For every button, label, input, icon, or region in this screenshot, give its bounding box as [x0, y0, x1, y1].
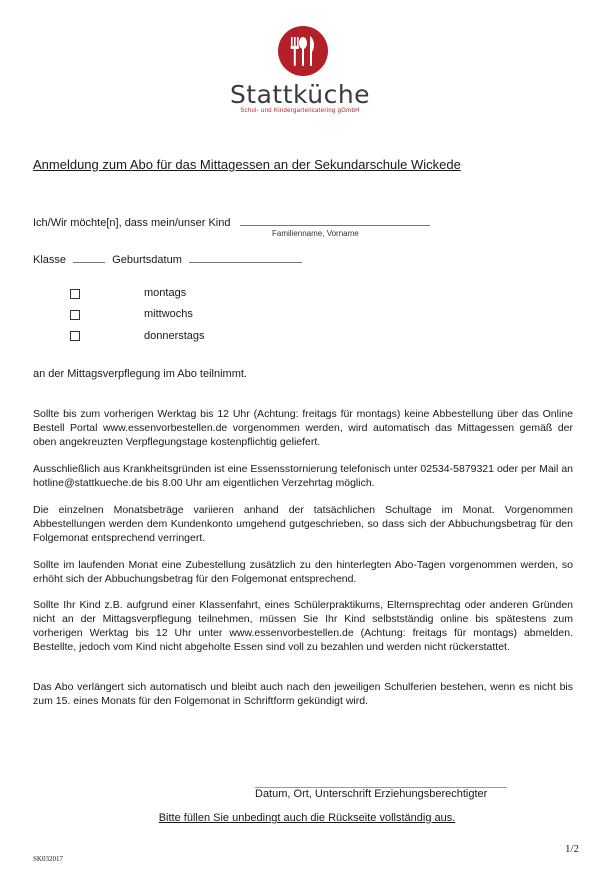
checkbox-montags[interactable] — [70, 289, 80, 299]
signature-label: Datum, Ort, Unterschrift Erziehungsberechtigter — [255, 788, 488, 800]
paragraph-additional-orders: Sollte im laufenden Monat eine Zubestellung zusätzlich zu den hinterlegten Abo-Tagen vorgenommen werden, so erhöht sich der Abbuchungsbetrag für den Folgemonat entsprechend. — [33, 559, 573, 585]
paragraph-renewal: Das Abo verlängert sich automatisch und bleibt auch nach den jeweiligen Schulferien bestehen, wenn es nicht bis zum 15. eines Monats für den Folgemonat in Schriftform gekündigt wird. — [33, 681, 573, 707]
class-label: Klasse — [33, 254, 67, 266]
cutlery-logo-icon — [278, 26, 328, 76]
child-name-label: Ich/Wir möchte[n], dass mein/unser Kind — [33, 217, 231, 229]
paragraph-cancellation: Sollte bis zum vorherigen Werktag bis 12 Uhr (Achtung: freitags für montags) keine Abbestellung über das Online Bestell Portal www.essenvorbestellen.de vorgenommen werden, wird automatisch das Mittagessen gemäß der oben angekreuzten Verpflegungstage kostenpflichtig geliefert. — [33, 408, 573, 448]
birthdate-label: Geburtsdatum — [112, 254, 182, 266]
birthdate-field[interactable] — [189, 253, 302, 263]
child-name-row — [33, 216, 430, 229]
paragraph-absence: Sollte Ihr Kind z.B. aufgrund einer Klassenfahrt, eines Schülerpraktikums, Elternsprechtag oder anderen Gründen nicht an der Mittagsverpflegung teilnehmen, müssen Sie Ihr Kind selbstständig online bis spätestens zum vorherigen Werktag bis 12 Uhr unter www.essenvorbestellen.de (Achtung: freitags für montags) abmelden. Bestellte, jedoch vom Kind nicht abgeholte Essen sind voll zu bezahlen und werden nicht rückerstattet. — [33, 599, 573, 653]
paragraph-monthly-amounts: Die einzelnen Monatsbeträge variieren anhand der tatsächlichen Schultage im Monat. Vorgenommen Abbestellungen werden dem Kundenkonto umgehend gutgeschrieben, so dass sich der Abbuchungsbetrag für den Folgemonat entsprechend verringert. — [33, 504, 573, 544]
document-code: SK032017 — [33, 855, 63, 863]
participation-text: an der Mittagsverpflegung im Abo teilnimmt. — [33, 368, 247, 380]
brand-tagline: Schul- und Kindergartencatering gGmbH — [240, 108, 360, 114]
day-label-mittwochs: mittwochs — [144, 308, 193, 320]
class-birthdate-row — [33, 253, 302, 266]
brand-name: Stattküche — [229, 80, 371, 109]
day-label-montags: montags — [144, 287, 187, 299]
day-label-donnerstags: donnerstags — [144, 330, 205, 342]
child-name-field[interactable] — [240, 216, 430, 226]
checkbox-mittwochs[interactable] — [70, 310, 80, 320]
page-number: 1/2 — [565, 843, 580, 855]
checkbox-donnerstags[interactable] — [70, 331, 80, 341]
paragraph-illness: Ausschließlich aus Krankheitsgründen ist eine Essensstornierung telefonisch unter 02534-5879321 oder per Mail an hotline@stattkueche.de bis 8.00 Uhr am eigentlichen Verzehrtag möglich. — [33, 463, 573, 489]
backside-note: Bitte füllen Sie unbedingt auch die Rückseite vollständig aus. — [158, 812, 456, 824]
child-name-hint: Familienname, Vorname — [272, 229, 359, 238]
page-title: Anmeldung zum Abo für das Mittagessen an der Sekundarschule Wickede — [33, 157, 461, 172]
class-field[interactable] — [73, 253, 105, 263]
